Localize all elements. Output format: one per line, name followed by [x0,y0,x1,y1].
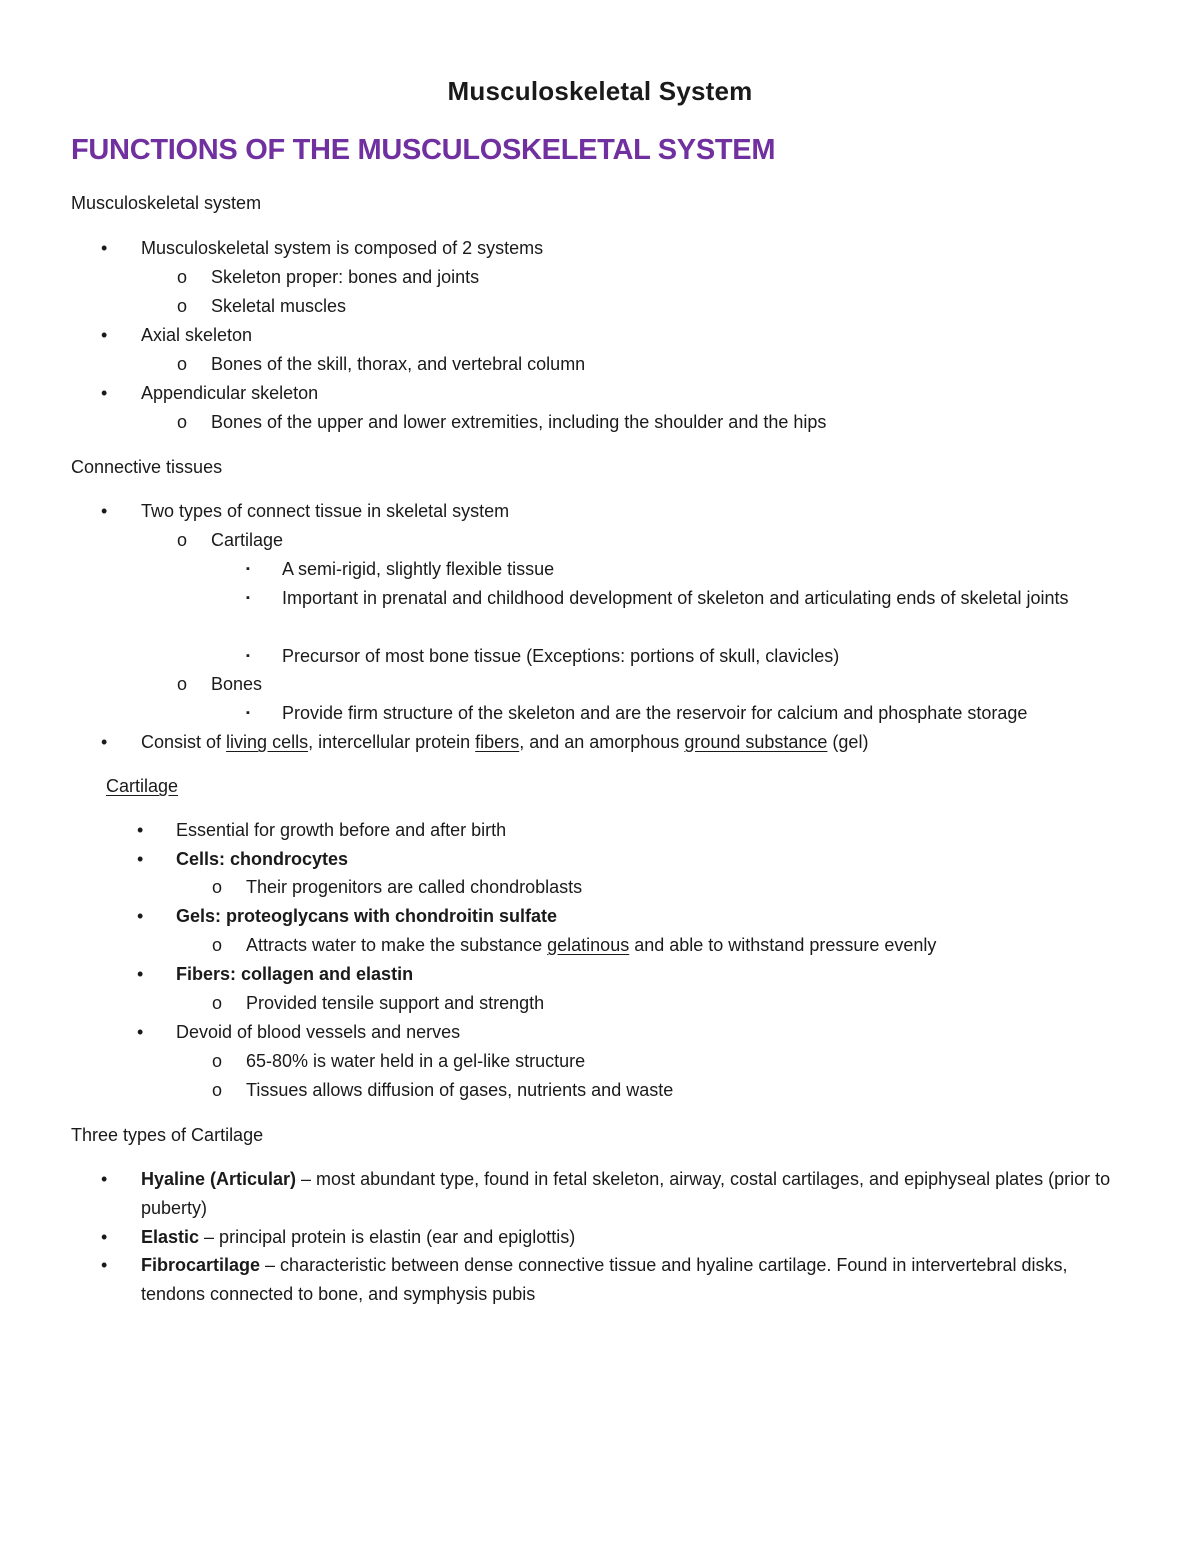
list-item: Tissues allows diffusion of gases, nutrients and waste [246,1080,674,1100]
cartilage-heading: Cartilage [106,776,179,796]
bullet-marker: • [101,1227,108,1247]
square-marker: ▪ [246,592,250,604]
bullet-marker: • [137,1022,144,1042]
circle-marker: o [177,354,188,374]
bullet-marker: • [101,238,108,258]
list-item: Essential for growth before and after birth [176,820,507,840]
bullet-marker: • [137,820,144,840]
square-marker: ▪ [246,650,250,662]
circle-marker: o [212,1080,223,1100]
list-item: Hyaline (Articular) – most abundant type, found in fetal skeleton, airway, costal cartilages, and epiphyseal plates (prior to puberty) [141,1169,1111,1218]
musculoskeletal-heading: Musculoskeletal system [71,193,262,213]
list-item: Appendicular skeleton [141,383,319,403]
three-types-heading: Three types of Cartilage [71,1125,264,1145]
list-item-consist: Consist of living cells, intercellular protein fibers, and an amorphous ground substance (gel) [141,732,869,752]
list-item: Two types of connect tissue in skeletal system [141,501,510,521]
circle-marker: o [177,412,188,432]
bullet-marker: • [101,1255,108,1275]
list-item: Bones of the skill, thorax, and vertebral column [211,354,586,374]
bullet-marker: • [101,501,108,521]
list-item: Their progenitors are called chondroblasts [246,877,583,897]
list-item: Bones [211,674,263,694]
list-item: Gels: proteoglycans with chondroitin sulfate [176,906,558,926]
section-heading: FUNCTIONS OF THE MUSCULOSKELETAL SYSTEM [71,134,776,166]
list-item: Important in prenatal and childhood development of skeleton and articulating ends of skeletal joints [282,588,1069,608]
list-item: 65-80% is water held in a gel-like structure [246,1051,586,1071]
bullet-marker: • [137,849,144,869]
underlined-term: living cells [226,732,309,752]
list-item: A semi-rigid, slightly flexible tissue [282,559,555,579]
underlined-term: gelatinous [547,935,630,955]
circle-marker: o [212,993,223,1013]
list-item: Fibrocartilage – characteristic between dense connective tissue and hyaline cartilage. Found in intervertebral disks, tendons connected to bone, and symphysis pubis [141,1255,1068,1304]
list-item: Devoid of blood vessels and nerves [176,1022,461,1042]
list-item: Precursor of most bone tissue (Exceptions: portions of skull, clavicles) [282,646,840,666]
list-item: Provide firm structure of the skeleton and are the reservoir for calcium and phosphate storage [282,703,1028,723]
list-item: Skeleton proper: bones and joints [211,267,480,287]
list-item: Cells: chondrocytes [176,849,349,869]
circle-marker: o [177,267,188,287]
document-title: Musculoskeletal System [447,76,753,106]
underlined-term: fibers [475,732,520,752]
bullet-marker: • [101,732,108,752]
bullet-marker: • [101,1169,108,1189]
circle-marker: o [177,530,188,550]
underlined-term: ground substance [684,732,828,752]
circle-marker: o [177,296,188,316]
list-item: Bones of the upper and lower extremities, including the shoulder and the hips [211,412,827,432]
square-marker: ▪ [246,563,250,575]
list-item: Elastic – principal protein is elastin (ear and epiglottis) [141,1227,576,1247]
bullet-marker: • [101,383,108,403]
square-marker: ▪ [246,707,250,719]
list-item: Skeletal muscles [211,296,347,316]
bullet-marker: • [137,964,144,984]
list-item: Musculoskeletal system is composed of 2 systems [141,238,544,258]
circle-marker: o [212,877,223,897]
circle-marker: o [212,935,223,955]
circle-marker: o [177,674,188,694]
list-item: Axial skeleton [141,325,253,345]
circle-marker: o [212,1051,223,1071]
list-item: Provided tensile support and strength [246,993,545,1013]
list-item: Attracts water to make the substance gelatinous and able to withstand pressure evenly [246,935,937,955]
list-item: Cartilage [211,530,284,550]
list-item: Fibers: collagen and elastin [176,964,414,984]
bullet-marker: • [101,325,108,345]
connective-heading: Connective tissues [71,457,223,477]
bullet-marker: • [137,906,144,926]
